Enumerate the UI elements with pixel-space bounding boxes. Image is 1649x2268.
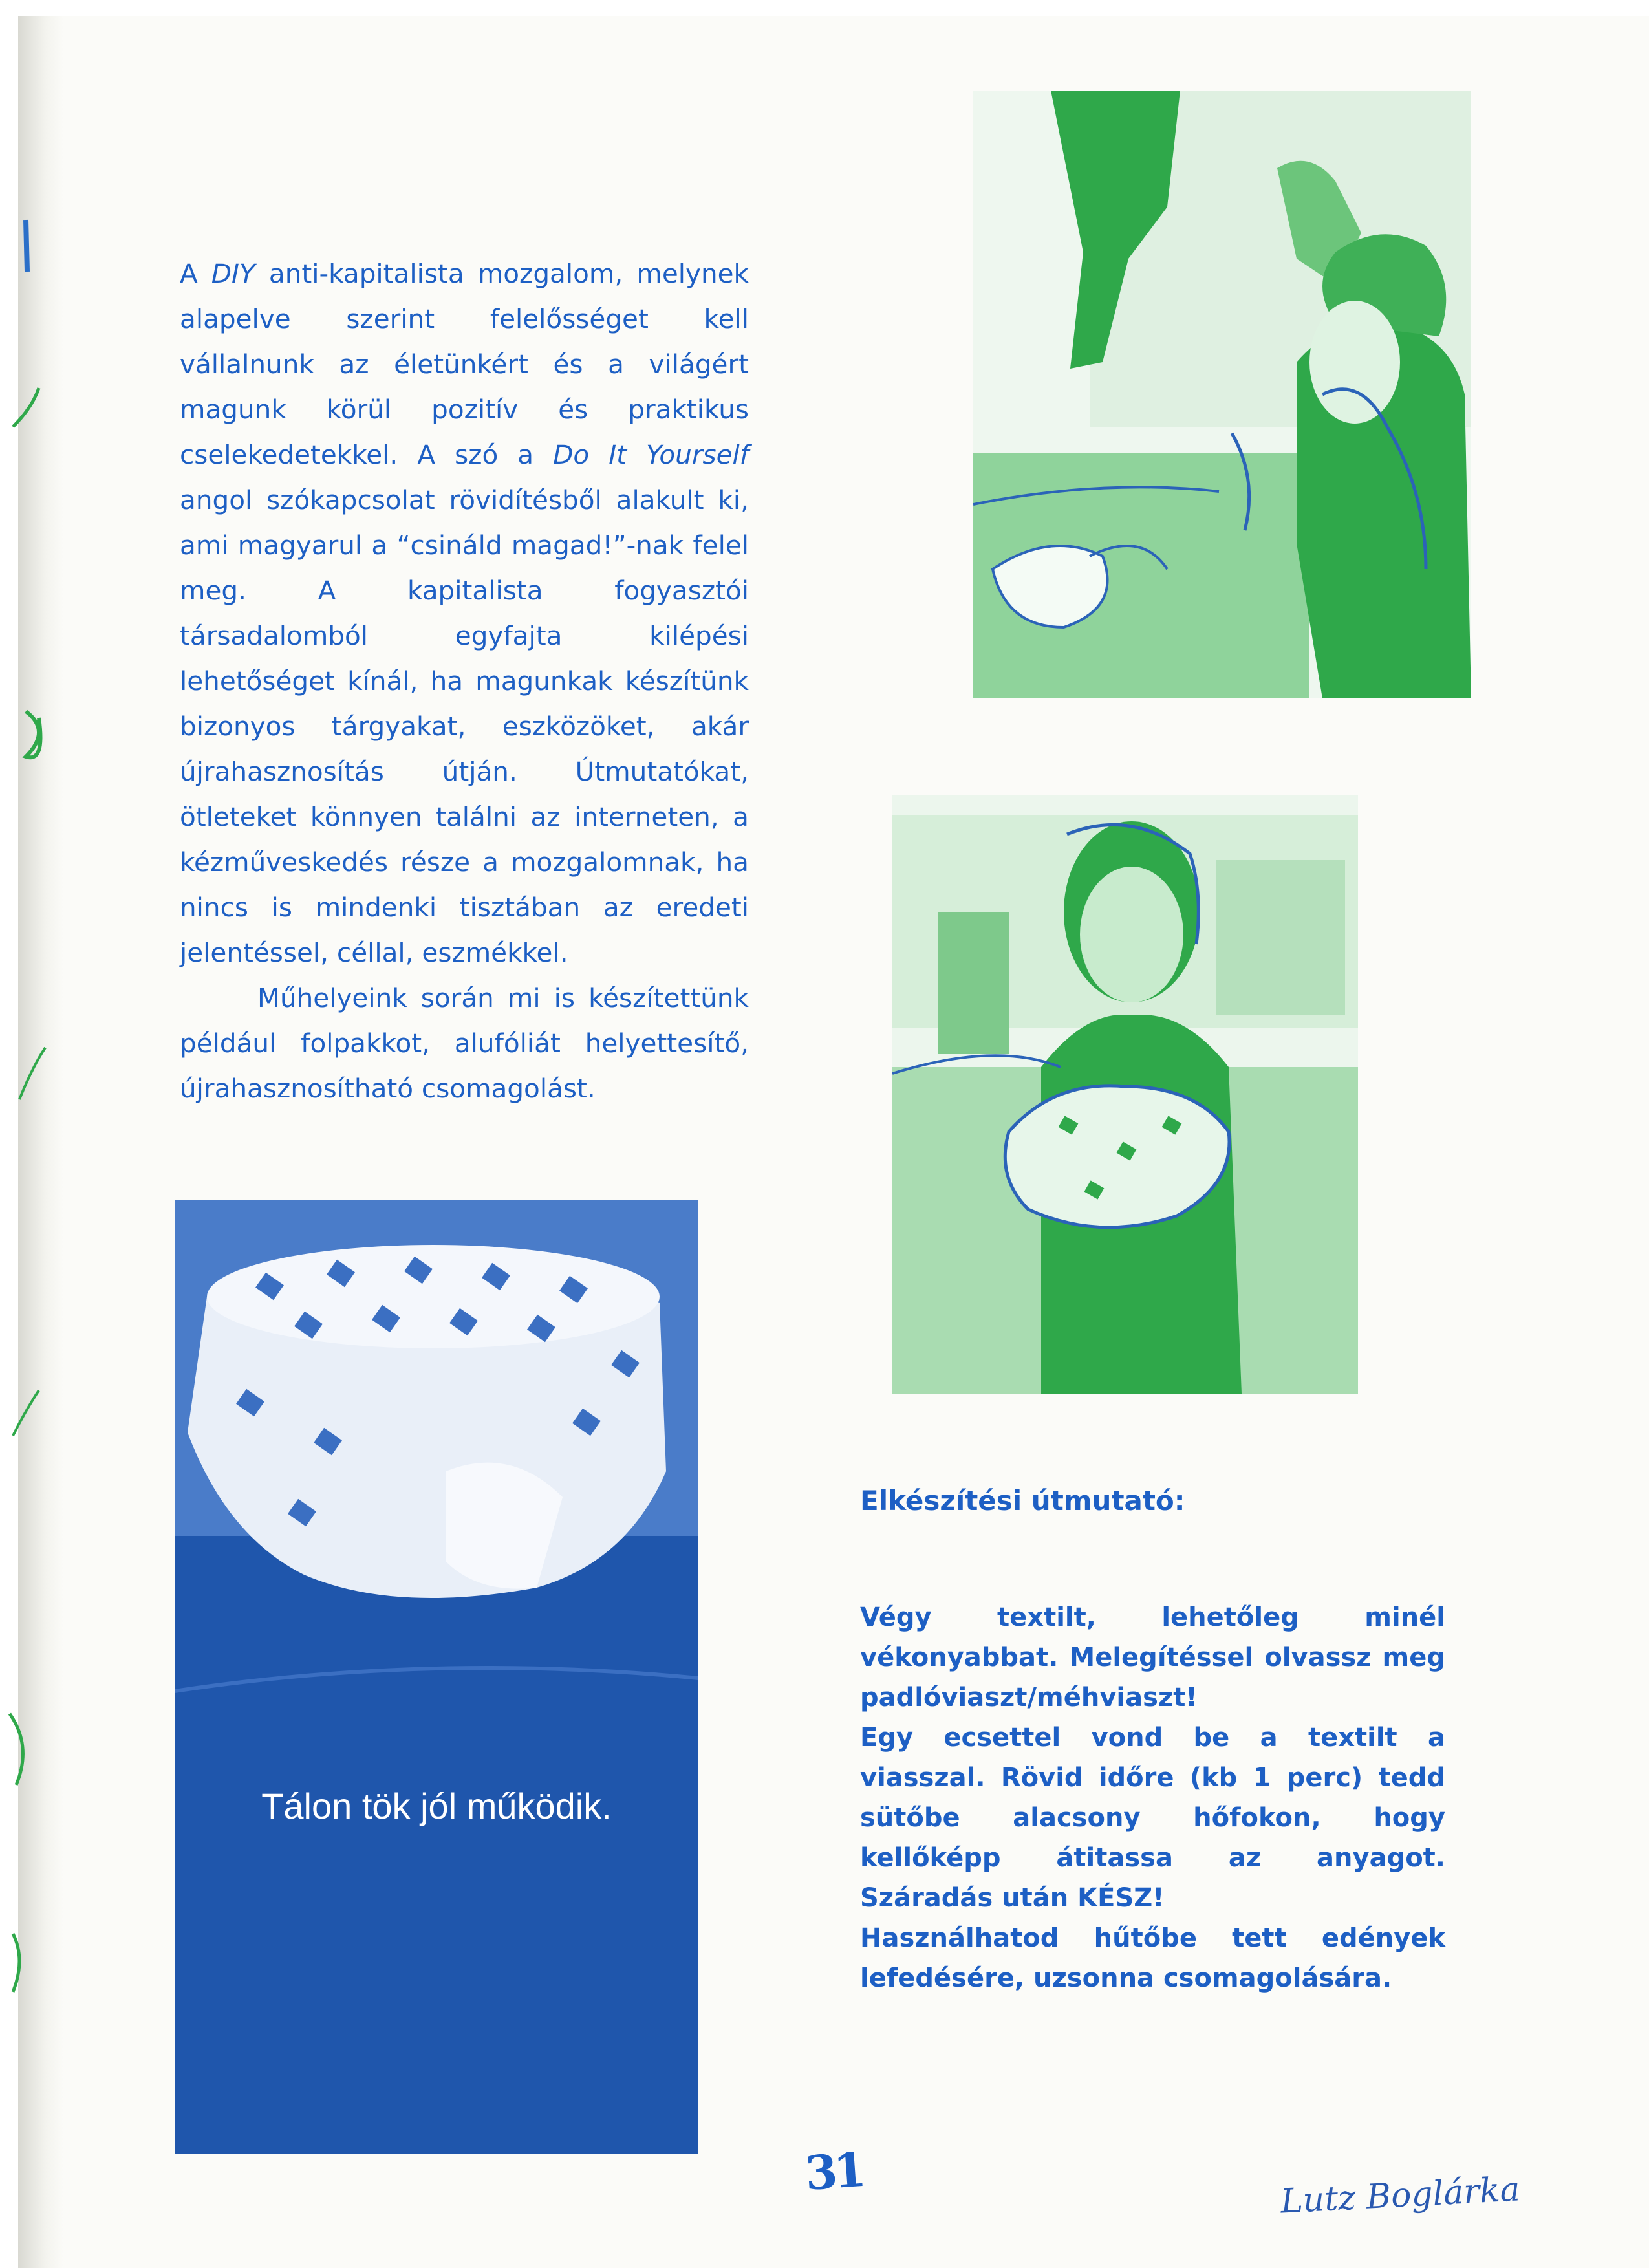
author-signature: Lutz Boglárka	[1279, 2170, 1521, 2221]
article-text-part: angol szókapcsolat rövidítésből alakult ki, ami magyarul a “csináld magad!”-nak felel meg. A kapitalista fogyasztói társadalomból egyfajta kilépési lehetőséget kínál, ha magunkak készítünk bizonyos tárgyakat, eszközöket, akár újrahasznosítás útján. Útmutatókat, ötleteket könnyen találni az interneten, a kézműveskedés része a mozgalomnak, ha nincs is mindenki tisztában az eredeti jelentéssel, céllal, eszmékkel.	[180, 484, 749, 968]
instructions-step-1: Végy textilt, lehetőleg minél vékonyabbat. Melegítéssel olvassz meg padlóviaszt/méhviaszt!	[860, 1603, 1445, 1712]
margin-scribbles	[0, 0, 71, 2268]
instructions-step-3: Használhatod hűtőbe tett edények lefedésére, uzsonna csomagolására.	[860, 1923, 1445, 1993]
instructions-title: Elkészítési útmutató:	[860, 1485, 1185, 1517]
photo-caption: Tálon tök jól működik.	[261, 1786, 612, 1826]
woman-with-wrap-photo	[892, 795, 1358, 1394]
covered-bowl-photo	[175, 1200, 698, 2154]
article-text-part: anti-kapitalista mozgalom, melynek alapelve szerint felelősséget kell vállalnunk az életünkért és a világért magunk körül pozitív és praktikus cselekedetekkel. A szó a	[180, 258, 749, 470]
workshop-photo-green	[973, 91, 1471, 698]
instructions-step-2: Egy ecsettel vond be a textilt a viasszal. Rövid időre (kb 1 perc) tedd sütőbe alacsony hőfokon, hogy kellőképp átitassa az anyagot. Száradás után KÉSZ!	[860, 1723, 1445, 1913]
article-text	[180, 251, 749, 1111]
do-it-yourself-term: Do It Yourself	[553, 439, 749, 470]
article-prefix: A	[180, 258, 211, 289]
instructions-block	[860, 1481, 1445, 1998]
diy-term: DIY	[211, 258, 255, 289]
page-number: 31	[803, 2142, 865, 2201]
article-paragraph-2: Műhelyeink során mi is készítettünk például folpakkot, alufóliát helyettesítő, újrahasznosítható csomagolást.	[180, 982, 749, 1104]
article-paragraph-1	[180, 251, 749, 975]
